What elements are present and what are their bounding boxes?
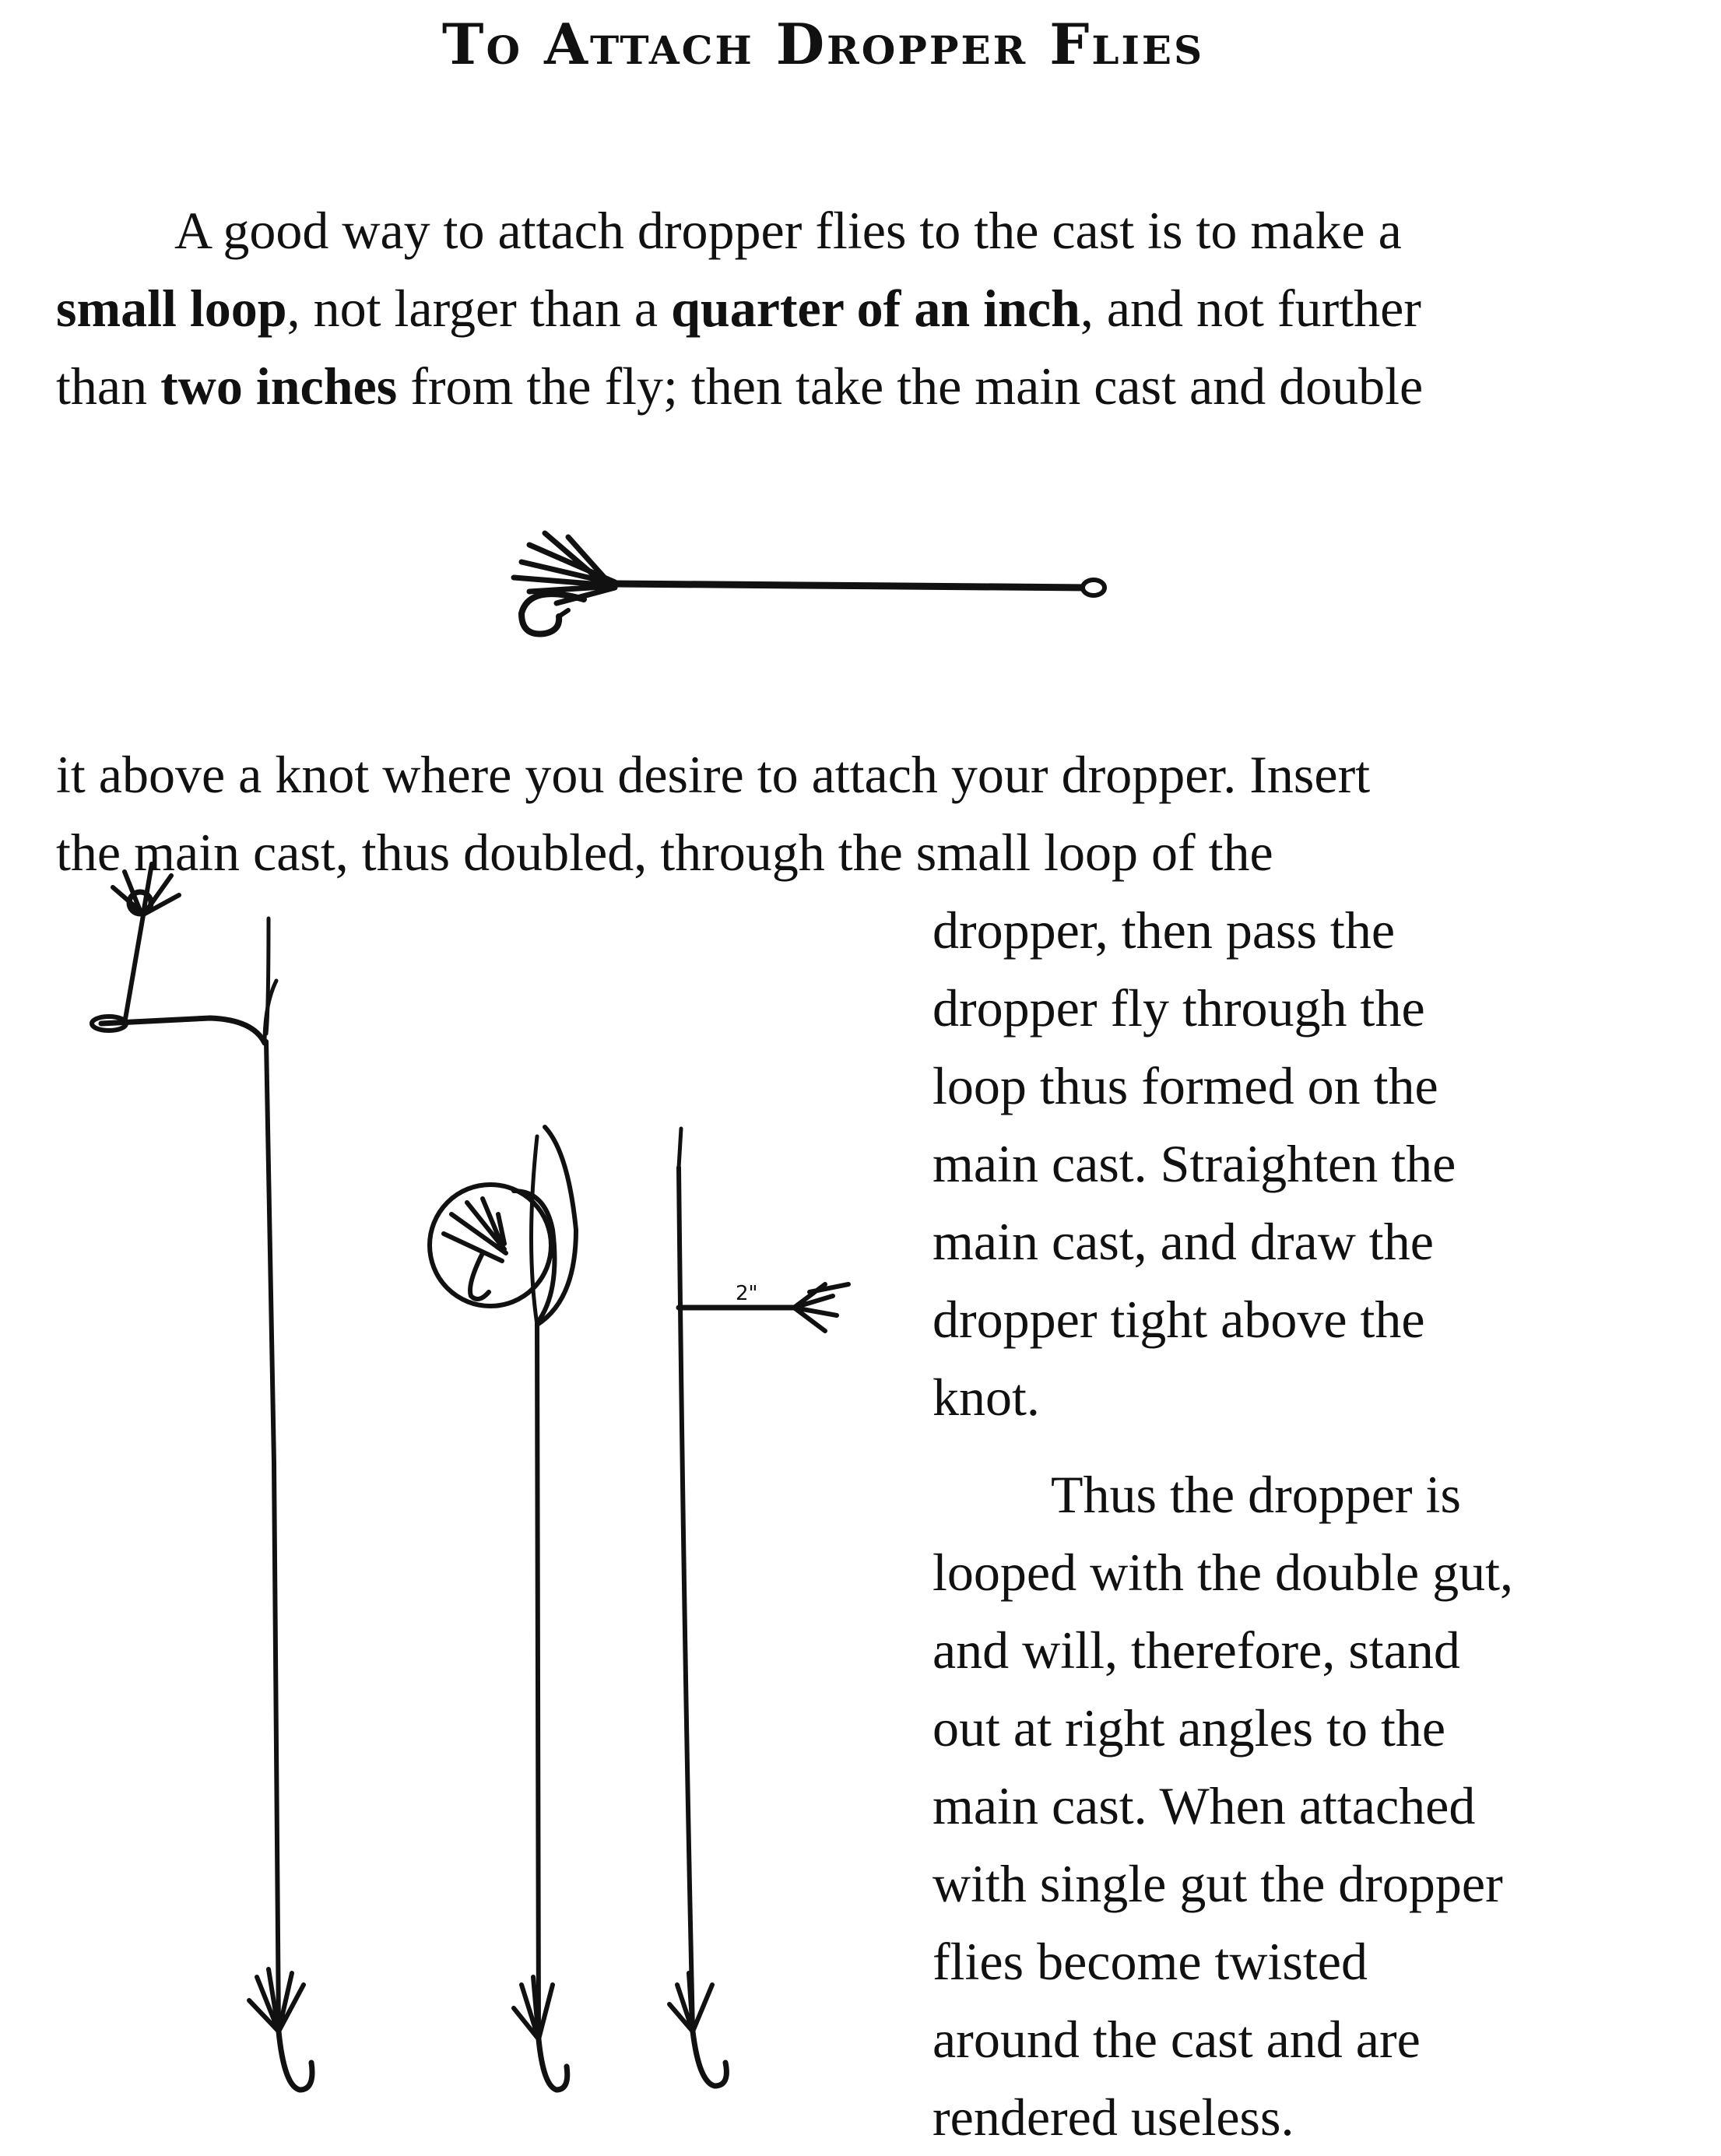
dropper-fly-illustration — [498, 514, 1105, 646]
line-3-part: than — [56, 356, 161, 416]
paragraph-insert — [56, 736, 1660, 891]
line-9: rendered useless. — [933, 2088, 1294, 2147]
line-2: dropper fly through the — [933, 978, 1425, 1038]
page-title: To Attach Dropper Flies — [441, 11, 1205, 77]
line-2-part: , not larger than a — [286, 279, 672, 338]
line-4: main cast. Straighten the — [933, 1134, 1456, 1193]
dropper-distance-label: 2" — [736, 1282, 758, 1305]
line-7: flies become twisted — [933, 1932, 1368, 1991]
line-3: loop thus formed on the — [933, 1056, 1438, 1115]
paragraph-intro — [56, 191, 1660, 425]
stage-3-figure — [669, 1129, 848, 2086]
line-2: the main cast, thus doubled, through the small loop of the — [56, 823, 1273, 882]
paragraph-dropper-through — [933, 891, 1633, 1436]
line-1: Thus the dropper is — [1051, 1465, 1461, 1524]
line-2: looped with the double gut, — [933, 1543, 1514, 1602]
line-3-part: from the fly; then take the main cast and double — [397, 356, 1424, 416]
line-5: main cast. When attached — [933, 1776, 1476, 1835]
emphasis-quarter-inch: quarter of an inch — [671, 279, 1080, 338]
line-5: main cast, and draw the — [933, 1212, 1434, 1271]
line-8: around the cast and are — [933, 2010, 1421, 2069]
emphasis-two-inches: two inches — [160, 356, 398, 416]
stage-1-figure — [92, 864, 312, 2090]
dropper-knot-sequence-illustration — [78, 918, 872, 2133]
line-7: knot. — [933, 1368, 1040, 1427]
line-2-part: , and not further — [1080, 279, 1421, 338]
line-6: dropper tight above the — [933, 1290, 1425, 1349]
stage-2-figure — [430, 1127, 576, 2090]
line-1: it above a knot where you desire to attach your dropper. Insert — [56, 745, 1371, 804]
line-1: A good way to attach dropper flies to the cast is to make a — [174, 201, 1402, 260]
line-6: with single gut the dropper — [933, 1854, 1503, 1913]
paragraph-double-gut — [933, 1455, 1633, 2156]
emphasis-small-loop: small loop — [56, 279, 287, 338]
line-4: out at right angles to the — [933, 1698, 1446, 1757]
line-1: dropper, then pass the — [933, 901, 1396, 960]
line-3: and will, therefore, stand — [933, 1621, 1460, 1680]
